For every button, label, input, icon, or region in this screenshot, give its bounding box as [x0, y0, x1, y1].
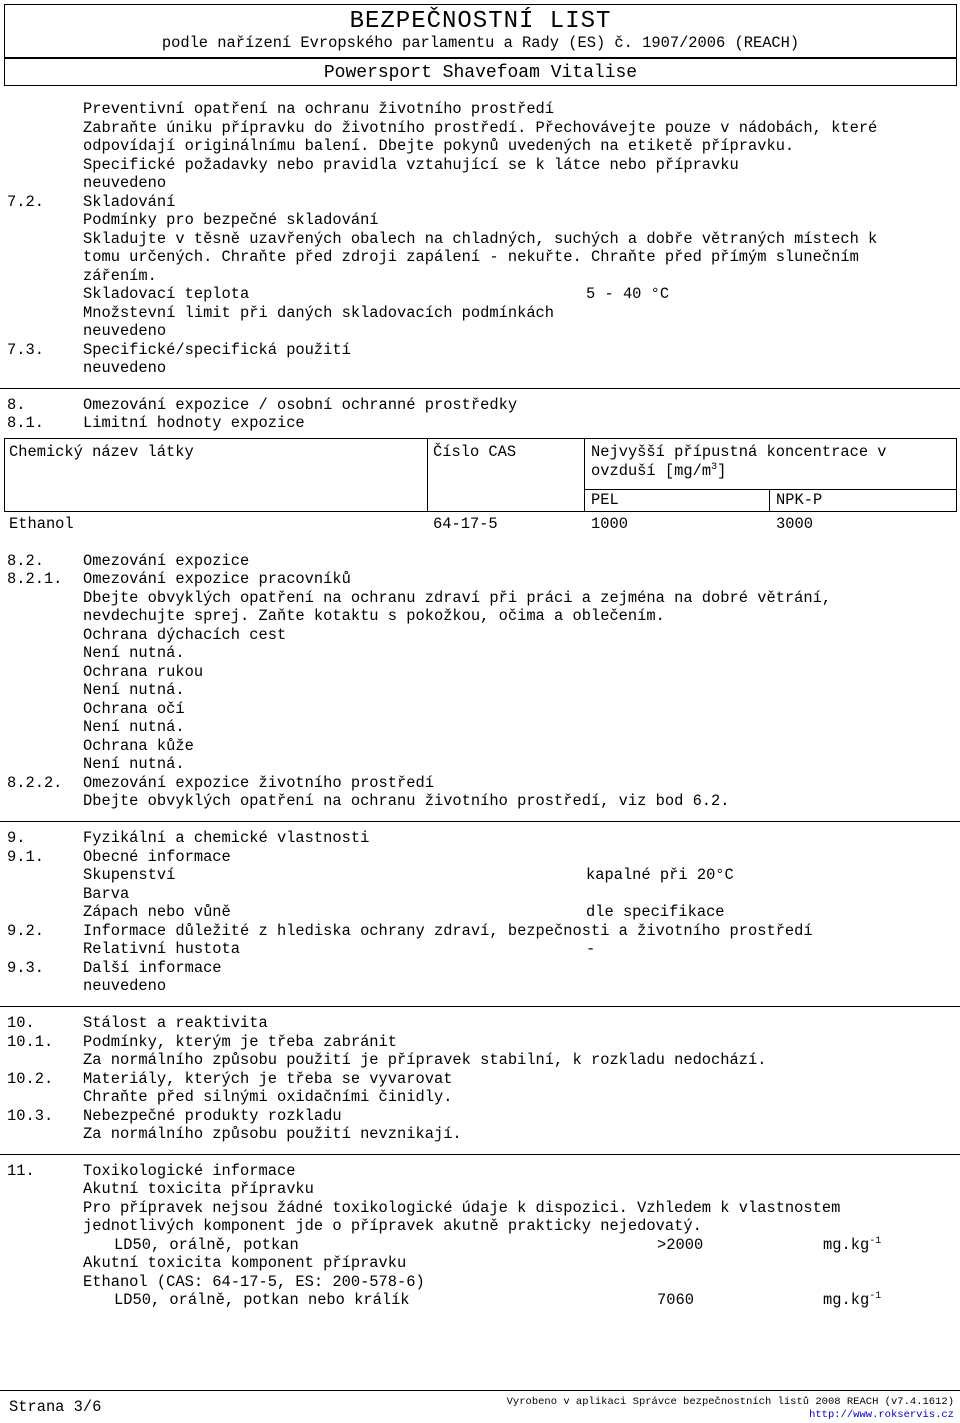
document-title: BEZPEČNOSTNÍ LIST — [349, 8, 612, 35]
section-number-7-3: 7.3. — [7, 341, 44, 359]
conc-unit-end: ] — [717, 462, 727, 480]
safe-storage-text-2: tomu určených. Chraňte před zdroji zapálení - nekuřte. Chraňte před přímým slunečním — [83, 248, 859, 266]
table-row-pel: 1000 — [591, 515, 628, 533]
worker-exposure-text-2: nevdechujte sprej. Zaňte kotaktu s pokožkou, očima a oblečením. — [83, 607, 665, 625]
specific-use-value: neuvedeno — [83, 359, 167, 377]
header-title-box — [4, 4, 957, 58]
ld50-2-unit-sup: -1 — [869, 1290, 882, 1302]
divider-section-9 — [0, 821, 960, 822]
env-precautions-text-1: Zabraňte úniku přípravku do životního prostředí. Přechovávejte pouze v nádobách, které — [83, 119, 878, 137]
safe-storage-text-3: zářením. — [83, 267, 157, 285]
color-label: Barva — [83, 885, 130, 903]
section-number-8-2-1: 8.2.1. — [7, 570, 63, 588]
decomposition-products-text: Za normálního způsobu použití nevznikají. — [83, 1125, 462, 1143]
section-number-7-2: 7.2. — [7, 193, 44, 211]
quantity-limit-value: neuvedeno — [83, 322, 167, 340]
section-number-10-2: 10.2. — [7, 1070, 54, 1088]
storage-temperature-label: Skladovací teplota — [83, 285, 250, 303]
storage-temperature-value: 5 - 40 °C — [586, 285, 670, 303]
table-divider-conc — [584, 438, 585, 512]
document-subtitle: podle nařízení Evropského parlamentu a Rady (ES) č. 1907/2006 (REACH) — [161, 34, 800, 52]
odor-label: Zápach nebo vůně — [83, 903, 231, 921]
ld50-1-unit — [823, 1236, 881, 1254]
table-header-name: Chemický název látky — [9, 443, 194, 461]
table-row-npk: 3000 — [776, 515, 813, 533]
ld50-1-unit-text: mg.kg — [823, 1236, 870, 1254]
specific-use-title: Specifické/specifická použití — [83, 341, 351, 359]
table-header-concentration-2 — [591, 462, 726, 480]
table-header-npk: NPK-P — [776, 491, 823, 509]
ld50-2-unit-text: mg.kg — [823, 1291, 870, 1309]
section-number-10: 10. — [7, 1014, 35, 1032]
produced-by-text: Vyrobeno v aplikaci Správce bezpečnostních listů 2008 REACH (v7.4.1612) — [506, 1396, 954, 1408]
table-header-concentration-1: Nejvyšší přípustná koncentrace v — [591, 443, 887, 461]
section-number-8: 8. — [7, 396, 26, 414]
storage-title: Skladování — [83, 193, 176, 211]
state-label: Skupenství — [83, 866, 176, 884]
acute-toxicity-text-2: jednotlivých komponent jde o přípravek akutně prakticky nejedovatý. — [83, 1217, 702, 1235]
conc-unit-text: ovzduší [mg/m — [591, 462, 712, 480]
quantity-limit-title: Množstevní limit při daných skladovacích podmínkách — [83, 304, 555, 322]
state-value: kapalné při 20°C — [586, 866, 734, 884]
decomposition-products-title: Nebezpečné produkty rozkladu — [83, 1107, 342, 1125]
incompatible-materials-title: Materiály, kterých je třeba se vyvarovat — [83, 1070, 453, 1088]
hand-protection-title: Ochrana rukou — [83, 663, 204, 681]
section-number-8-2: 8.2. — [7, 552, 44, 570]
env-exposure-text: Dbejte obvyklých opatření na ochranu životního prostředí, viz bod 6.2. — [83, 792, 730, 810]
respiratory-protection-title: Ochrana dýchacích cest — [83, 626, 287, 644]
section-8-title: Omezování expozice / osobní ochranné prostředky — [83, 396, 518, 414]
density-label: Relativní hustota — [83, 940, 241, 958]
section-number-10-1: 10.1. — [7, 1033, 54, 1051]
acute-toxicity-title: Akutní toxicita přípravku — [83, 1180, 314, 1198]
incompatible-materials-text: Chraňte před silnými oxidačními činidly. — [83, 1088, 453, 1106]
ld50-2-unit — [823, 1291, 881, 1309]
conc-unit-sup: 3 — [711, 461, 718, 473]
section-number-9-1: 9.1. — [7, 848, 44, 866]
other-info-title: Další informace — [83, 959, 222, 977]
component-name: Ethanol (CAS: 64-17-5, ES: 200-578-6) — [83, 1273, 425, 1291]
component-toxicity-title: Akutní toxicita komponent přípravku — [83, 1254, 407, 1272]
section-number-8-2-2: 8.2.2. — [7, 774, 63, 792]
footer-link[interactable]: http://www.rokservis.cz — [809, 1409, 954, 1421]
table-header-cas: Číslo CAS — [433, 443, 517, 461]
specific-requirements-value: neuvedeno — [83, 174, 167, 192]
ld50-2-value: 7060 — [657, 1291, 694, 1309]
skin-protection-title: Ochrana kůže — [83, 737, 194, 755]
exposure-control-title: Omezování expozice — [83, 552, 250, 570]
env-precautions-title: Preventivní opatření na ochranu životního prostředí — [83, 100, 555, 118]
exposure-limits-title: Limitní hodnoty expozice — [83, 414, 305, 432]
section-number-11: 11. — [7, 1162, 35, 1180]
eye-protection-title: Ochrana očí — [83, 700, 185, 718]
table-header-pel: PEL — [591, 491, 619, 509]
divider-section-8 — [0, 388, 960, 389]
general-info-title: Obecné informace — [83, 848, 231, 866]
section-number-9-2: 9.2. — [7, 922, 44, 940]
env-precautions-text-2: odpovídají originálnímu balení. Dbejte pokynů uvedených na etiketě přípravku. — [83, 137, 795, 155]
divider-section-10 — [0, 1006, 960, 1007]
acute-toxicity-text-1: Pro přípravek nejsou žádné toxikologické údaje k dispozici. Vzhledem k vlastnostem — [83, 1199, 841, 1217]
worker-exposure-title: Omezování expozice pracovníků — [83, 570, 351, 588]
footer-divider — [0, 1390, 960, 1391]
section-number-10-3: 10.3. — [7, 1107, 54, 1125]
section-number-9: 9. — [7, 829, 26, 847]
section-number-9-3: 9.3. — [7, 959, 44, 977]
section-11-title: Toxikologické informace — [83, 1162, 296, 1180]
important-info-title: Informace důležité z hlediska ochrany zdraví, bezpečnosti a životního prostředí — [83, 922, 813, 940]
section-9-title: Fyzikální a chemické vlastnosti — [83, 829, 370, 847]
odor-value: dle specifikace — [586, 903, 725, 921]
density-value: - — [586, 940, 596, 958]
header-product-box — [4, 58, 957, 86]
ld50-1-value: >2000 — [657, 1236, 704, 1254]
worker-exposure-text-1: Dbejte obvyklých opatření na ochranu zdraví při práci a zejména na dobré větrání, — [83, 589, 832, 607]
conditions-to-avoid-text: Za normálního způsobu použití je přípravek stabilní, k rozkladu nedochází. — [83, 1051, 767, 1069]
table-row-name: Ethanol — [9, 515, 74, 533]
section-number-8-1: 8.1. — [7, 414, 44, 432]
table-divider-npk — [769, 489, 770, 512]
safe-storage-text-1: Skladujte v těsně uzavřených obalech na chladných, suchých a dobře větraných místech k — [83, 230, 878, 248]
hand-protection-value: Není nutná. — [83, 681, 185, 699]
divider-section-11 — [0, 1154, 960, 1155]
env-exposure-title: Omezování expozice životního prostředí — [83, 774, 434, 792]
ld50-1-unit-sup: -1 — [869, 1235, 882, 1247]
product-name: Powersport Shavefoam Vitalise — [323, 63, 638, 83]
table-row-cas: 64-17-5 — [433, 515, 498, 533]
section-10-title: Stálost a reaktivita — [83, 1014, 268, 1032]
respiratory-protection-value: Není nutná. — [83, 644, 185, 662]
skin-protection-value: Není nutná. — [83, 755, 185, 773]
conditions-to-avoid-title: Podmínky, kterým je třeba zabránit — [83, 1033, 398, 1051]
ld50-2-label: LD50, orálně, potkan nebo králík — [114, 1291, 410, 1309]
table-divider-cas — [427, 438, 428, 512]
table-subheader-line — [584, 489, 956, 490]
eye-protection-value: Není nutná. — [83, 718, 185, 736]
other-info-value: neuvedeno — [83, 977, 167, 995]
safe-storage-title: Podmínky pro bezpečné skladování — [83, 211, 379, 229]
specific-requirements-title: Specifické požadavky nebo pravidla vztahující se k látce nebo přípravku — [83, 156, 739, 174]
page-number: Strana 3/6 — [9, 1398, 102, 1416]
ld50-1-label: LD50, orálně, potkan — [114, 1236, 299, 1254]
